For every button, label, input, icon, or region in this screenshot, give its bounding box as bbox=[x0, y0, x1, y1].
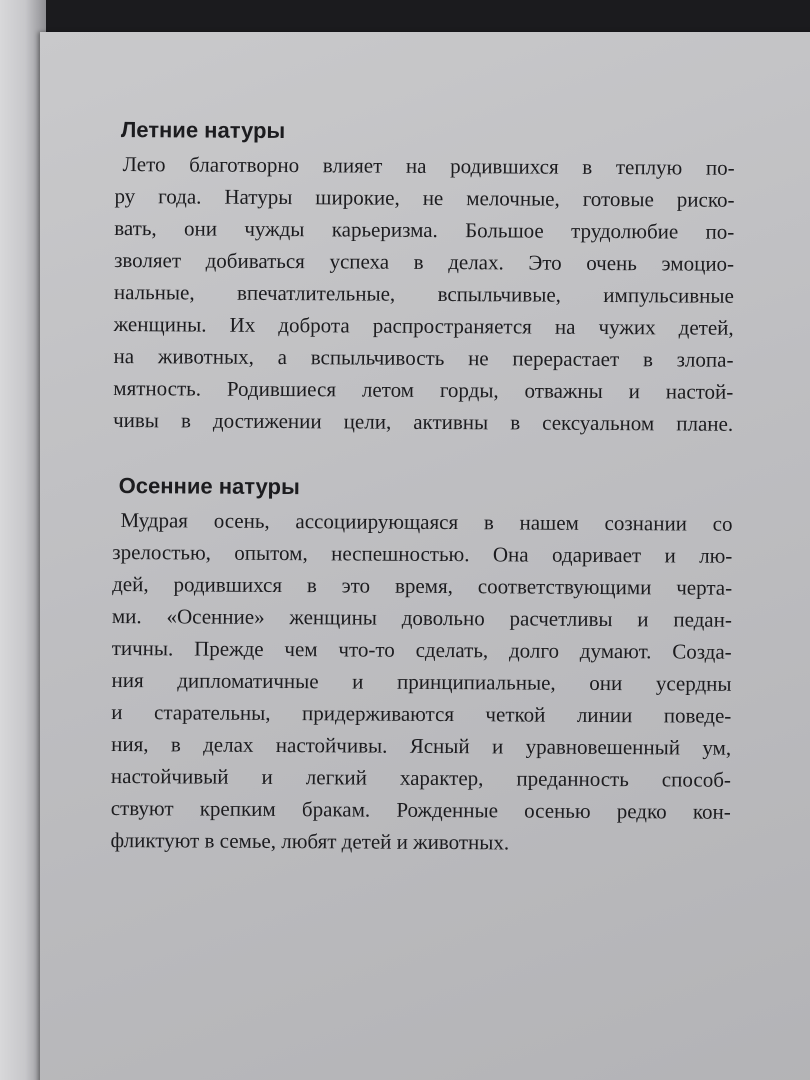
section-summer bbox=[113, 114, 735, 440]
section-autumn bbox=[110, 470, 732, 860]
text-line: фликтуют в семье, любят детей и животных. bbox=[110, 827, 510, 855]
text-line: ния, в делах настойчивы. Ясный и уравновешенный ум, bbox=[111, 731, 732, 760]
text-line: ния дипломатичные и принципиальные, они усердны bbox=[111, 667, 732, 696]
text-line: вать, они чужды карьеризма. Большое трудолюбие по- bbox=[114, 215, 735, 244]
section-heading: Осенние натуры bbox=[118, 473, 300, 500]
book-page bbox=[40, 32, 810, 1080]
text-line: на животных, а вспыльчивость не перерастает в злопа- bbox=[113, 343, 734, 372]
text-line: тичны. Прежде чем что-то сделать, долго думают. Созда- bbox=[111, 635, 732, 664]
text-line: чивы в достижении цели, активны в сексуальном плане. bbox=[113, 407, 734, 436]
text-line: ми. «Осенние» женщины довольно расчетливы и педан- bbox=[111, 603, 732, 632]
text-line: женщины. Их доброта распространяется на чужих детей, bbox=[113, 311, 734, 340]
text-line: ствуют крепким бракам. Рожденные осенью редко кон- bbox=[110, 795, 731, 824]
text-line: Мудрая осень, ассоциирующаяся в нашем сознании со bbox=[120, 508, 733, 536]
text-line: зволяет добиваться успеха в делах. Это очень эмоцио- bbox=[114, 247, 735, 276]
text-line: зрелостью, опытом, неспешностью. Она одаривает и лю- bbox=[112, 539, 733, 568]
text-line: ру года. Натуры широкие, не мелочные, готовые риско- bbox=[114, 183, 735, 212]
page-text bbox=[110, 114, 735, 894]
text-line: дей, родившихся в это время, соответствующими черта- bbox=[112, 571, 733, 600]
text-line: настойчивый и легкий характер, преданность способ- bbox=[110, 763, 732, 792]
section-heading: Летние натуры bbox=[120, 117, 286, 144]
text-line: мятность. Родившиеся летом горды, отважны и настой- bbox=[113, 375, 734, 404]
text-line: и старательны, придерживаются четкой линии поведе- bbox=[111, 699, 732, 728]
text-line: нальные, впечатлительные, вспыльчивые, импульсивные bbox=[113, 279, 734, 308]
text-line: Лето благотворно влияет на родившихся в теплую по- bbox=[122, 152, 735, 180]
